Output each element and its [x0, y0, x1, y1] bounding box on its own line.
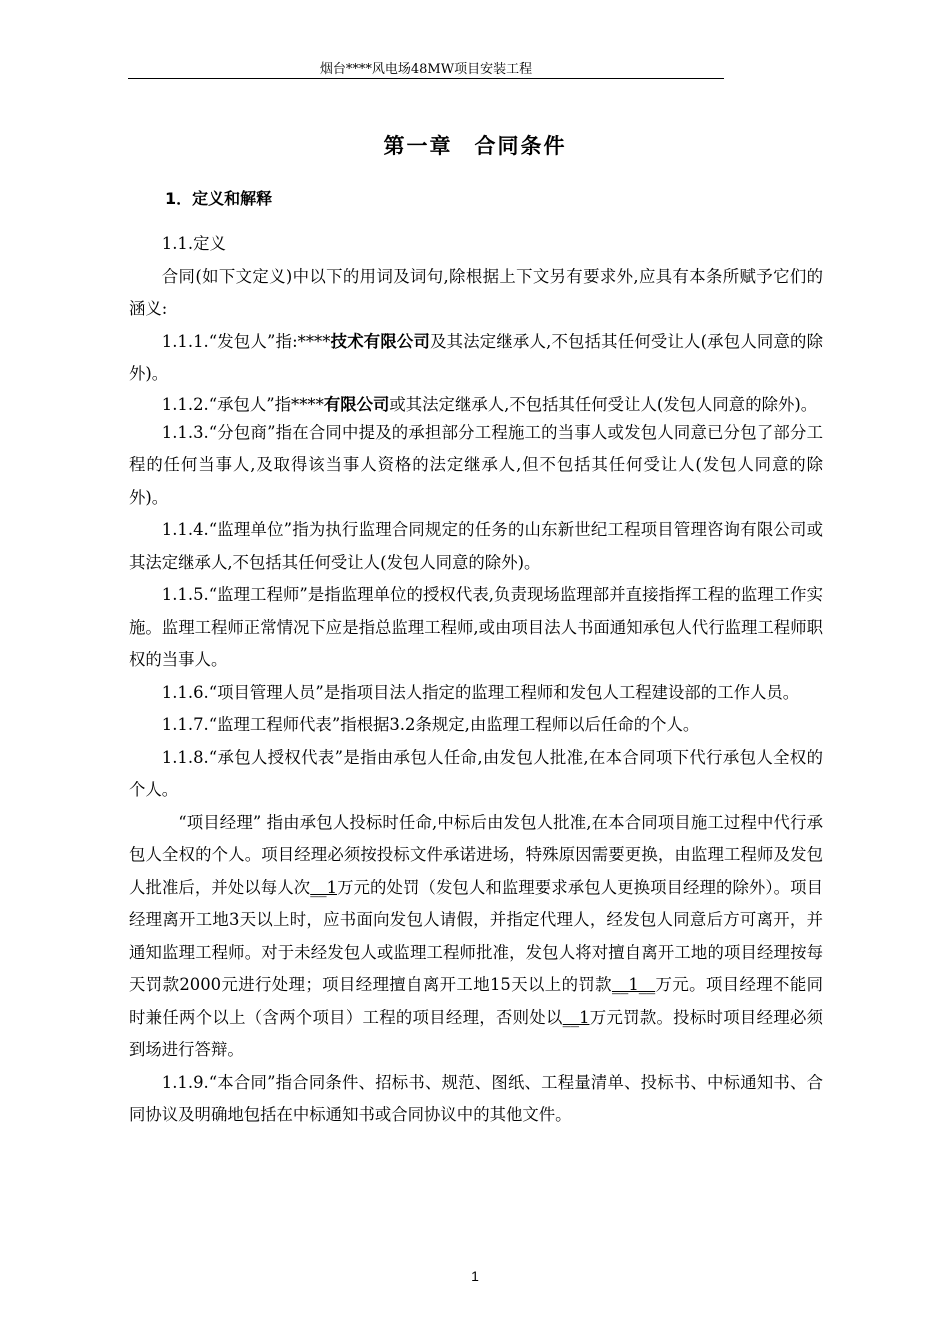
clause-text: 万元。项目经理不能同时兼任两个以上（含两个项目）工程的项目经理，否则处以 [129, 975, 823, 1027]
clause-1-1-5: 1.1.5.“监理工程师”是指监理单位的授权代表,负责现场监理部并直接指挥工程的监理工作实施。监理工程师正常情况下应是指总监理工程师,或由项目法人书面通知承包人代行监理工程师职权的当事人。 [129, 585, 823, 669]
project-manager-clause [129, 807, 823, 1067]
clause-1-1-intro: 合同(如下文定义)中以下的用词及词句,除根据上下文另有要求外,应具有本条所赋予它们的涵义: [129, 266, 823, 318]
clause-text: “项目经理” 指由承包人投标时任命,中标后由发包人批准,在本合同项目施工过程中代行承包人全权的个人。项目经理必须按投标文件承诺进场，特殊原因需要更换，由监理工程师及发包人批准后，并处以每人次 [129, 812, 823, 897]
company-name: 有限公司 [323, 394, 390, 414]
clause-1-1-8: 1.1.8.“承包人授权代表”是指由承包人任命,由发包人批准,在本合同项下代行承包人全权的个人。 [129, 747, 823, 799]
running-header: 烟台****风电场48MW项目安装工程 [319, 62, 533, 77]
clause-text: 1.1.2.“承包人”指**** [161, 394, 324, 414]
penalty-blank: __1__ [611, 975, 656, 994]
clause-1-1-7: 1.1.7.“监理工程师代表”指根据3.2条规定,由监理工程师以后任命的个人。 [161, 715, 700, 734]
chapter-name: 合同条件 [474, 134, 567, 158]
penalty-blank: __1 [310, 877, 338, 897]
chapter-number: 第一章 [383, 134, 453, 158]
clause-text: 或其法定继承人,不包括其任何受让人(发包人同意的除外)。 [389, 394, 818, 414]
company-name: 技术有限公司 [330, 331, 431, 351]
penalty-blank: __1 [562, 1007, 590, 1027]
clause-1-1-3: 1.1.3.“分包商”指在合同中提及的承担部分工程施工的当事人或发包人同意已分包了部分工程的任何当事人,及取得该当事人资格的法定继承人,但不包括其任何受让人(发包人同意的除外)。 [129, 422, 823, 507]
section-heading: 1．定义和解释 [165, 189, 273, 208]
clause-1-1-9: 1.1.9.“本合同”指合同条件、招标书、规范、图纸、工程量清单、投标书、中标通知书、合同协议及明确地包括在中标通知书或合同协议中的其他文件。 [129, 1072, 823, 1124]
contract-body [129, 228, 823, 1132]
clause-text: 万元罚款。投标时项目经理必须到场进行答辩。 [129, 1007, 824, 1059]
chapter-title [0, 130, 950, 160]
header-divider [128, 78, 724, 79]
clause-1-1-4: 1.1.4.“监理单位”指为执行监理合同规定的任务的山东新世纪工程项目管理咨询有限公司或其法定继承人,不包括其任何受让人(发包人同意的除外)。 [129, 520, 823, 572]
clause-1-1-6: 1.1.6.“项目管理人员”是指项目法人指定的监理工程师和发包人工程建设部的工作人员。 [161, 682, 800, 702]
clause-text: 万元的处罚（发包人和监理要求承包人更换项目经理的除外）。项目经理离开工地3天以上时，应书面向发包人请假，并指定代理人，经发包人同意后方可离开，并通知监理工程师。对于未经发包人或监理工程师批准，发包人将对擅自离开工地的项目经理按每天罚款2000元进行处理；项目经理擅自离开工地15天以上的罚款 [129, 877, 823, 994]
page-number: 1 [471, 1268, 479, 1284]
clause-1-1-1 [129, 326, 823, 391]
clause-1-1-heading: 1.1.定义 [161, 234, 226, 253]
clause-1-1-2 [129, 392, 823, 417]
clause-text: 及其法定继承人,不包括其任何受让人(承包人同意的除外)。 [129, 331, 824, 383]
clause-text: 1.1.1.“发包人”指:**** [161, 331, 331, 351]
